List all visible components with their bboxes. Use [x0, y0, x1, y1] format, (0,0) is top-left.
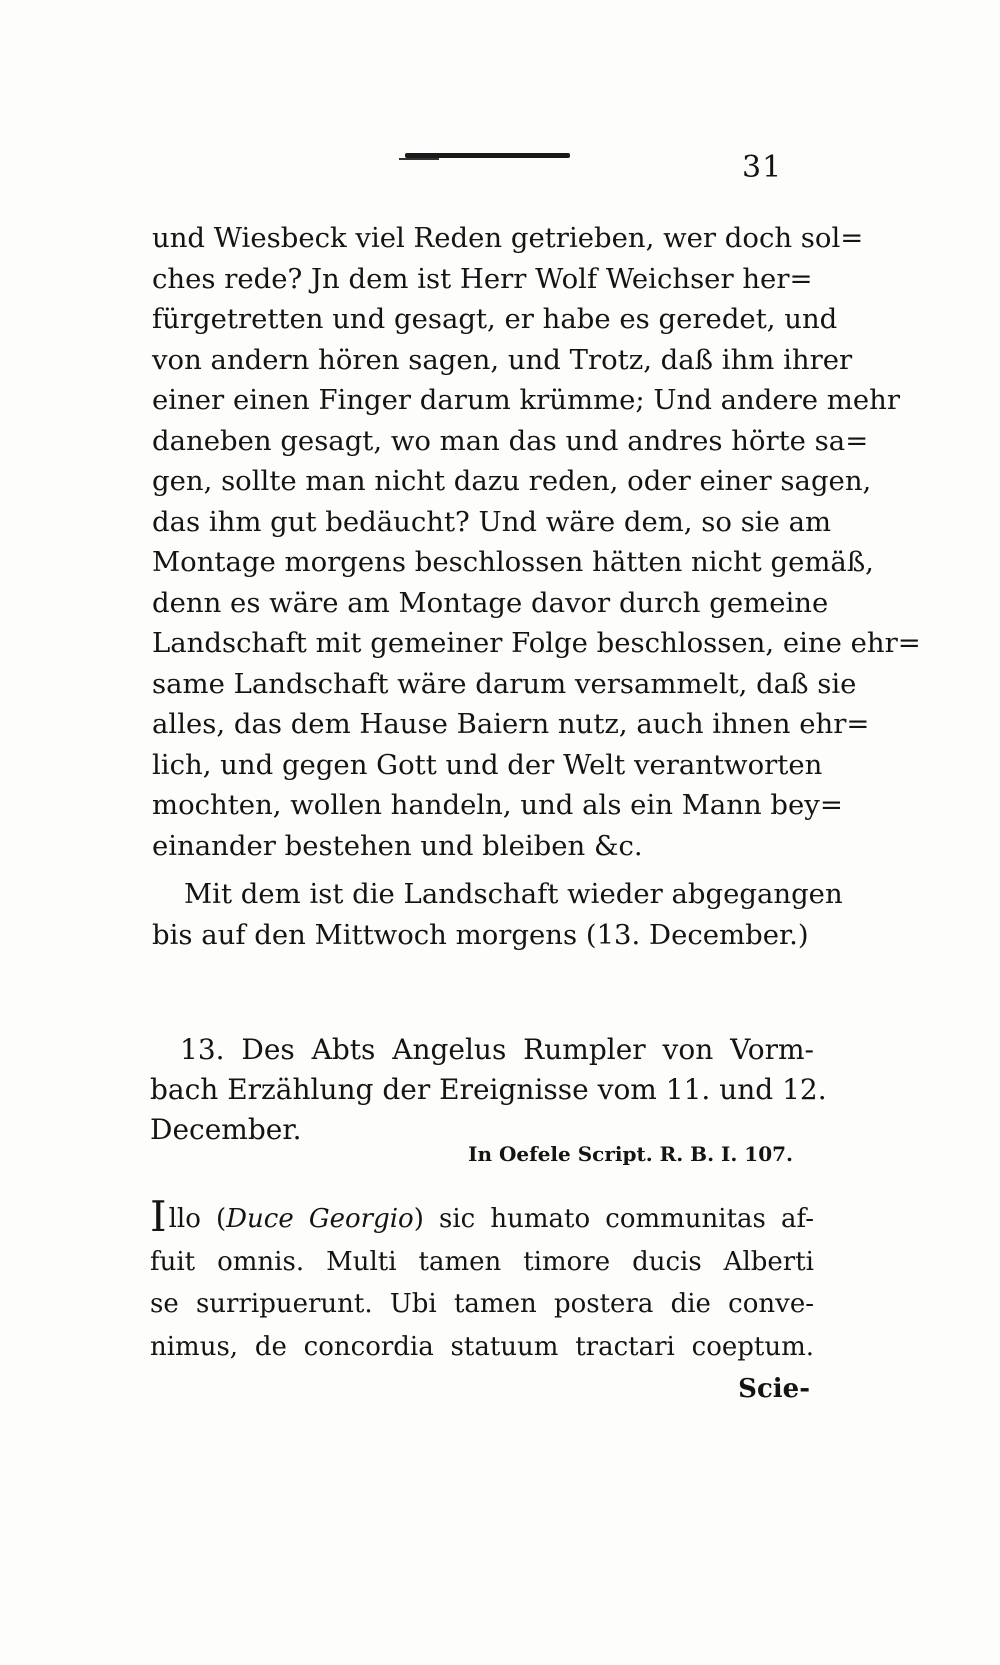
italic-name: Duce Georgio — [226, 1204, 414, 1234]
fraktur-paragraph — [152, 218, 921, 955]
text-line: einander bestehen und bleiben &c. — [152, 829, 643, 862]
text-line: fürgetretten und gesagt, er habe es geredet, und — [152, 303, 838, 335]
text-span: ) sic humato communitas af- — [413, 1204, 815, 1234]
text-line: ches rede? Jn dem ist Herr Wolf Weichser her= — [152, 262, 813, 295]
section-heading — [150, 1030, 827, 1150]
text-line: lich, und gegen Gott und der Welt verantworten — [152, 748, 823, 781]
text-span: llo ( — [168, 1204, 227, 1234]
text-line: Mit dem ist die Landschaft wieder abgegangen — [184, 878, 843, 910]
text-line: denn es wäre am Montage davor durch gemeine — [152, 586, 829, 619]
heading-line: December. — [150, 1113, 302, 1146]
text-line: Montage morgens beschlossen hätten nicht gemäß, — [152, 546, 874, 578]
text-line: Landschaft mit gemeiner Folge beschlossen, eine ehr= — [152, 627, 921, 659]
text-line: das ihm gut bedäucht? Und wäre dem, so sie am — [152, 505, 832, 538]
heading-line: 13. Des Abts Angelus Rumpler von Vorm- — [180, 1033, 814, 1066]
text-line — [150, 1192, 815, 1241]
text-line: mochten, wollen handeln, und als ein Mann bey= — [152, 789, 843, 821]
text-line: same Landschaft wäre darum versammelt, daß sie — [152, 667, 857, 700]
text-line: alles, das dem Hause Baiern nutz, auch ihnen ehr= — [152, 708, 870, 740]
text-line: und Wiesbeck viel Reden getrieben, wer doch sol= — [152, 222, 864, 254]
heading-line: bach Erzählung der Ereignisse vom 11. und 12. — [150, 1073, 827, 1106]
text-line: daneben gesagt, wo man das und andres hörte sa= — [152, 424, 869, 457]
text-line: nimus, de concordia statuum tractari coeptum. — [150, 1331, 814, 1362]
drop-cap: I — [150, 1192, 167, 1241]
text-line: bis auf den Mittwoch morgens (13. December.) — [152, 918, 809, 951]
catchword: Scie- — [738, 1374, 810, 1404]
page-number: 31 — [742, 150, 783, 185]
header-rule — [405, 153, 570, 158]
latin-paragraph — [150, 1192, 815, 1368]
source-citation: In Oefele Script. R. B. I. 107. — [468, 1142, 793, 1166]
text-line: fuit omnis. Multi tamen timore ducis Alberti — [150, 1246, 814, 1277]
text-line: gen, sollte man nicht dazu reden, oder einer sagen, — [152, 465, 872, 497]
text-line: einer einen Finger darum krümme; Und andere mehr — [152, 384, 901, 416]
text-line: se surripuerunt. Ubi tamen postera die conve- — [150, 1289, 814, 1319]
text-line: von andern hören sagen, und Trotz, daß ihm ihrer — [152, 343, 853, 376]
